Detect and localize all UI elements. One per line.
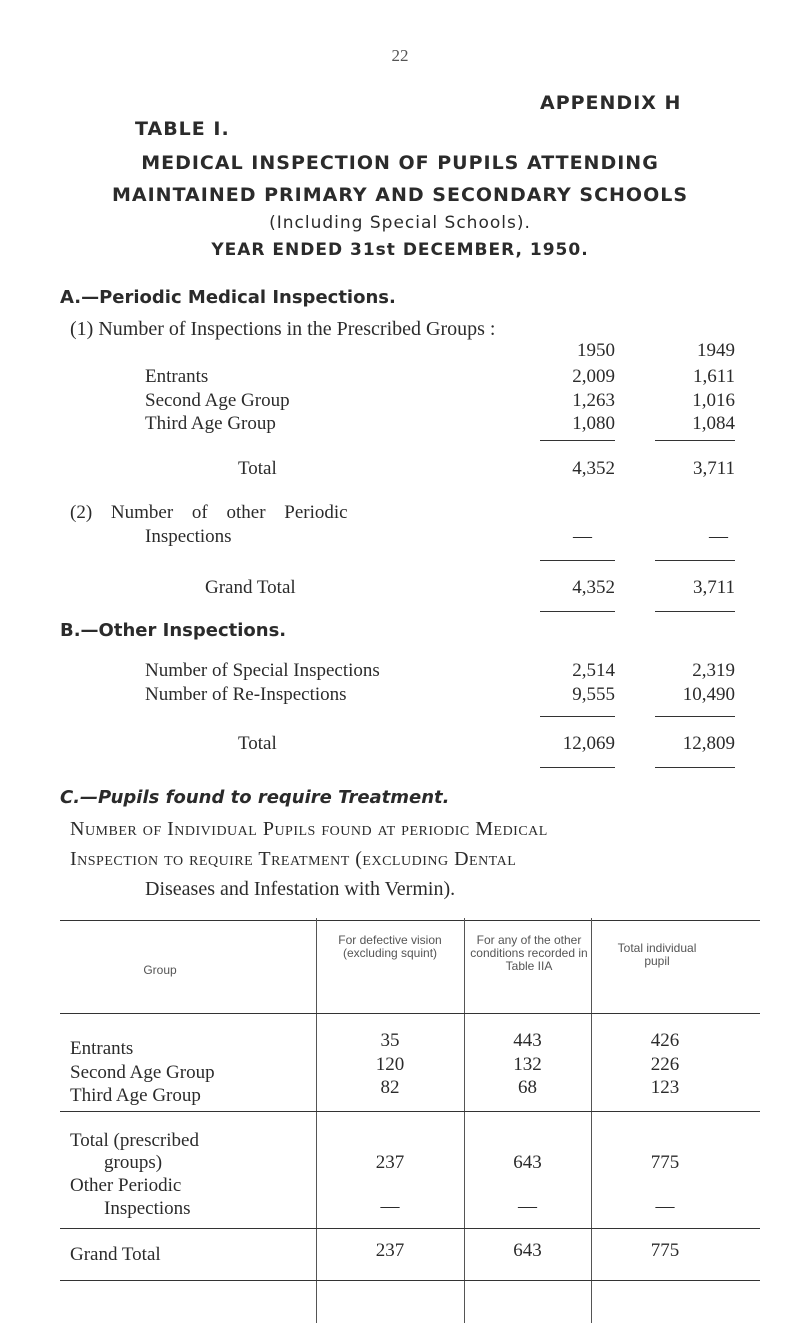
heading-line-3: (Including Special Schools). <box>269 213 531 233</box>
other-periodic-1950: — <box>573 526 592 547</box>
second-age-1949: 1,016 <box>692 390 735 411</box>
total-1950-a: 4,352 <box>572 458 615 479</box>
c-grand-total-other: 643 <box>513 1240 542 1261</box>
other-periodic-label-2: Inspections <box>145 526 232 547</box>
header-total: Total individual pupil <box>617 941 697 968</box>
table-c-col-divider-1 <box>316 918 317 1323</box>
c-other-periodic-other: — <box>518 1196 537 1217</box>
row-label-entrants: Entrants <box>145 366 209 387</box>
rule-b-end-1950 <box>540 767 615 768</box>
total-label-a: Total <box>238 458 277 479</box>
table-c-col-divider-3 <box>591 918 592 1323</box>
page-number: 22 <box>391 46 409 65</box>
row-label-third-age: Third Age Group <box>145 413 276 434</box>
c-third-age-vision: 82 <box>380 1077 400 1098</box>
total-1949-b: 12,809 <box>682 733 735 754</box>
c-prescribed-label-2: groups) <box>104 1152 163 1173</box>
rule-a-end-1950 <box>540 611 615 612</box>
section-a-intro: (1) Number of Inspections in the Prescribed Groups : <box>70 318 496 340</box>
appendix-label: APPENDIX H <box>540 92 682 114</box>
third-age-1949: 1,084 <box>692 413 735 434</box>
heading-line-1: MEDICAL INSPECTION OF PUPILS ATTENDING <box>141 152 659 174</box>
row-label-special: Number of Special Inspections <box>145 660 380 681</box>
row-label-reinspections: Number of Re-Inspections <box>145 684 347 705</box>
c-prescribed-label-1: Total (prescribed <box>70 1130 199 1151</box>
second-age-1950: 1,263 <box>572 390 615 411</box>
special-1949: 2,319 <box>692 660 735 681</box>
section-b-title: B.—Other Inspections. <box>60 620 287 641</box>
rule-a-grand-1949 <box>655 560 735 561</box>
c-grand-total-label: Grand Total <box>70 1244 161 1265</box>
grand-total-label-a: Grand Total <box>205 577 296 598</box>
rule-a-end-1949 <box>655 611 735 612</box>
heading-line-2: MAINTAINED PRIMARY AND SECONDARY SCHOOLS <box>111 184 689 206</box>
rule-b-total-1950 <box>540 716 615 717</box>
section-c-title: C.—Pupils found to require Treatment. <box>60 787 450 808</box>
entrants-1950: 2,009 <box>572 366 615 387</box>
c-other-periodic-label-1: Other Periodic <box>70 1175 182 1196</box>
c-grand-total-total: 775 <box>650 1240 680 1261</box>
table-c-mid-rule <box>60 1111 760 1112</box>
c-row-label-second-age: Second Age Group <box>70 1062 215 1083</box>
c-third-age-other: 68 <box>518 1077 537 1098</box>
row-label-second-age: Second Age Group <box>145 390 290 411</box>
special-1950: 2,514 <box>572 660 615 681</box>
reinspections-1950: 9,555 <box>572 684 615 705</box>
c-grand-total-vision: 237 <box>375 1240 405 1261</box>
total-1950-b: 12,069 <box>562 733 615 754</box>
c-entrants-other: 443 <box>513 1030 542 1051</box>
section-c-desc-1: Number of Individual Pupils found at periodic Medical <box>70 818 548 840</box>
c-row-label-third-age: Third Age Group <box>70 1085 201 1106</box>
entrants-1949: 1,611 <box>692 366 735 387</box>
c-other-periodic-total: — <box>655 1196 675 1217</box>
table-c-col-divider-2 <box>464 918 465 1323</box>
section-a-title: A.—Periodic Medical Inspections. <box>60 287 396 308</box>
year-1950-header: 1950 <box>577 340 615 361</box>
third-age-1950: 1,080 <box>572 413 615 434</box>
table-c-grand-rule <box>60 1228 760 1229</box>
rule-b-end-1949 <box>655 767 735 768</box>
c-other-periodic-vision: — <box>380 1196 400 1217</box>
rule-a-grand-1950 <box>540 560 615 561</box>
rule-b-total-1949 <box>655 716 735 717</box>
heading-line-4: YEAR ENDED 31st DECEMBER, 1950. <box>211 240 589 260</box>
section-c-desc-2: Inspection to require Treatment (excluding Dental <box>70 848 517 870</box>
c-second-age-other: 132 <box>513 1054 542 1075</box>
year-1949-header: 1949 <box>697 340 735 361</box>
c-other-periodic-label-2: Inspections <box>104 1198 191 1219</box>
table-title: TABLE I. <box>135 118 230 140</box>
c-entrants-total: 426 <box>650 1030 680 1051</box>
c-row-label-entrants: Entrants <box>70 1038 134 1059</box>
header-group: Group <box>143 963 177 977</box>
total-1949-a: 3,711 <box>692 458 735 479</box>
c-prescribed-vision: 237 <box>375 1152 405 1173</box>
header-vision: For defective vision (excluding squint) <box>338 933 442 960</box>
other-periodic-label-1: (2) Number of other Periodic <box>70 502 348 523</box>
c-third-age-total: 123 <box>650 1077 680 1098</box>
c-entrants-vision: 35 <box>380 1030 400 1051</box>
table-c-top-rule <box>60 920 760 921</box>
grand-total-1950-a: 4,352 <box>572 577 615 598</box>
reinspections-1949: 10,490 <box>682 684 735 705</box>
c-prescribed-total: 775 <box>650 1152 680 1173</box>
header-other: For any of the other conditions recorded in Table IIA <box>470 933 588 973</box>
table-c-header-rule <box>60 1013 760 1014</box>
rule-a-total-1949 <box>655 440 735 441</box>
total-label-b: Total <box>238 733 277 754</box>
c-second-age-vision: 120 <box>375 1054 405 1075</box>
c-prescribed-other: 643 <box>513 1152 542 1173</box>
rule-a-total-1950 <box>540 440 615 441</box>
grand-total-1949-a: 3,711 <box>692 577 735 598</box>
c-second-age-total: 226 <box>650 1054 680 1075</box>
other-periodic-1949: — <box>709 526 728 547</box>
section-c-desc-3: Diseases and Infestation with Vermin). <box>145 878 456 900</box>
table-c-bottom-rule <box>60 1280 760 1281</box>
